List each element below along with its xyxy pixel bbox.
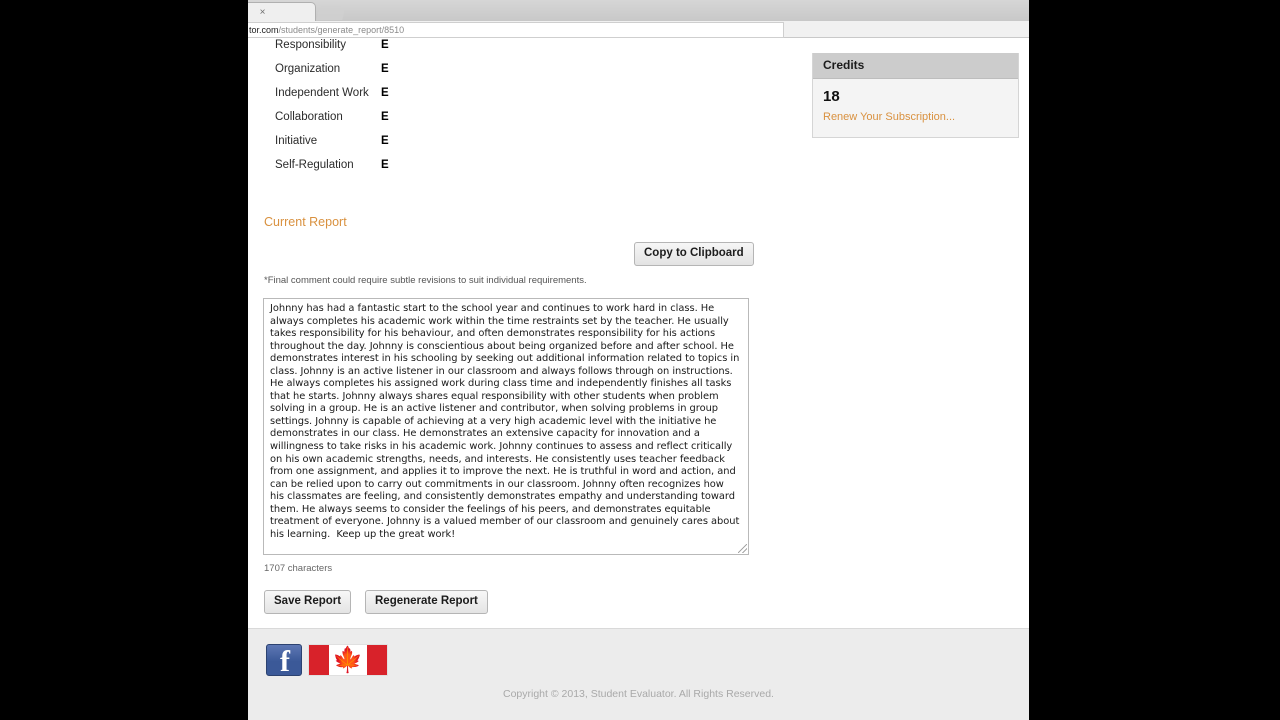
regenerate-report-button[interactable]: Regenerate Report [365, 590, 488, 614]
character-count: 1707 characters [264, 563, 333, 574]
browser-window [248, 0, 1029, 720]
list-item [248, 86, 788, 110]
skill-grade: E [381, 135, 389, 147]
main-content-column [248, 38, 788, 607]
credits-panel [812, 53, 1019, 138]
resize-handle[interactable] [738, 544, 747, 553]
new-tab-button[interactable] [316, 6, 345, 20]
skill-grade: E [381, 111, 389, 123]
skill-label: Initiative [275, 135, 318, 147]
browser-tab[interactable] [248, 2, 316, 22]
page-viewport [248, 38, 1029, 720]
skill-label: Collaboration [275, 111, 343, 123]
skill-label: Organization [275, 63, 341, 75]
renew-subscription-link[interactable]: Renew Your Subscription... [823, 111, 956, 123]
skill-grade: E [381, 39, 389, 51]
save-report-button[interactable]: Save Report [264, 590, 351, 614]
page-title: Current Report [264, 215, 347, 229]
page-footer [248, 628, 1029, 720]
facebook-glyph: f [280, 645, 290, 678]
list-item [248, 134, 788, 158]
canada-flag-icon[interactable] [308, 644, 388, 676]
maple-leaf-icon: 🍁 [332, 646, 364, 674]
learning-skills-list [248, 38, 788, 182]
browser-toolbar [248, 21, 1029, 38]
list-item [248, 158, 788, 182]
credits-count: 18 [823, 88, 840, 105]
list-item [248, 38, 788, 62]
skill-label: Independent Work [275, 87, 369, 99]
report-textarea[interactable] [263, 298, 749, 555]
skill-label: Responsibility [275, 39, 346, 51]
list-item [248, 110, 788, 134]
skill-label: Self-Regulation [275, 159, 354, 171]
list-item [248, 62, 788, 86]
address-bar-host: tor.com [249, 25, 279, 35]
address-bar-url [249, 24, 404, 36]
skill-grade: E [381, 87, 389, 99]
skill-grade: E [381, 159, 389, 171]
address-bar[interactable] [248, 22, 784, 38]
facebook-icon[interactable] [266, 644, 302, 676]
disclaimer-text: *Final comment could require subtle revisions to suit individual requirements. [264, 275, 587, 286]
browser-tab-strip [248, 0, 1029, 22]
skill-grade: E [381, 63, 389, 75]
copy-to-clipboard-button[interactable]: Copy to Clipboard [634, 242, 754, 266]
address-bar-path: /students/generate_report/8510 [278, 25, 405, 35]
credits-panel-header [813, 53, 1018, 79]
copyright-text: Copyright © 2013, Student Evaluator. All Rights Reserved. [503, 688, 774, 700]
report-textarea-value: Johnny has had a fantastic start to the school year and continues to work hard in class. He always completes his academic work within the time restraints set by the teacher. He usually takes responsibility for his behaviour, and often demonstrates responsibility for his actions throughout the day. Johnny is conscientious about being organized before and after school. He demonstrates interest in his schooling by seeking out additional information related to topics in class. Johnny is an active listener in our classroom and always follows through on instructions. He always completes his assigned work during class time and independently finishes all tasks that he starts. Johnny always shares equal responsibility with other students when problem solving in a group. He is an active listener and contributor, when solving problems in group settings. Johnny is capable of achieving at a very high academic level with the initiative he demonstrates in our class. He demonstrates an extensive capacity for innovation and a willingness to take risks in his academic work. Johnny continues to assess and reflect critically on his own academic strengths, needs, and interests. He consistently uses teacher feedback from one assignment, and applies it to improve the next. He is truthful in word and action, and can be relied upon to carry out commitments in our classroom. Johnny often recognizes how his classmates are feeling, and consistently demonstrates empathy and understanding toward them. He always seems to consider the feelings of his peers, and demonstrates equitable treatment of everyone. Johnny is a valued member of our classroom and genuinely cares about his learning. Keep up the great work! [270, 303, 743, 540]
credits-header-label: Credits [823, 58, 865, 72]
close-icon[interactable]: × [259, 7, 266, 18]
